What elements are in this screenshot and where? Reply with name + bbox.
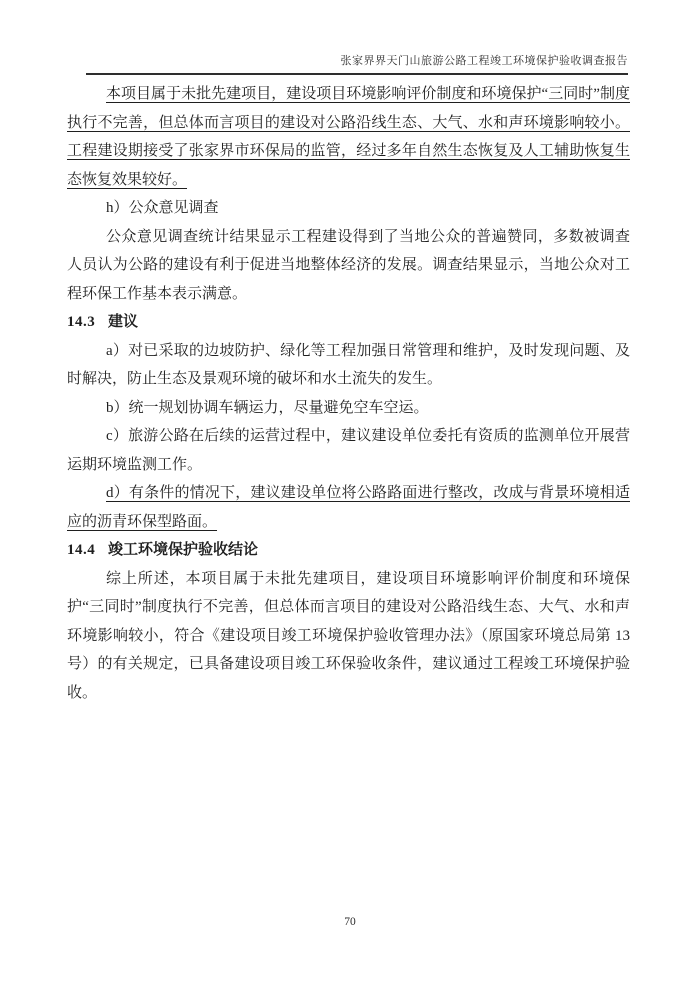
section-title: 建议 — [108, 314, 139, 330]
paragraph-public-survey: 公众意见调查统计结果显示工程建设得到了当地公众的普遍赞同，多数被调查人员认为公路的建设有利于促进当地整体经济的发展。调查结果显示，当地公众对工程环保工作基本表示满意。 — [67, 228, 630, 302]
page-header — [86, 52, 628, 75]
section-number: 14.3 — [67, 314, 96, 330]
list-item-c: c）旅游公路在后续的运营过程中，建议建设单位委托有资质的监测单位开展营运期环境监测工作。 — [67, 428, 630, 473]
section-number: 14.4 — [67, 542, 96, 558]
list-item-h: h）公众意见调查 — [106, 200, 219, 216]
paragraph-project-status: 本项目属于未批先建项目，建设项目环境影响评价制度和环境保护“三同时”制度执行不完善，但总体而言项目的建设对公路沿线生态、大气、水和声环境影响较小。工程建设期接受了张家界市环保局的监管，经过多年自然生态恢复及人工辅助恢复生态恢复效果较好。 — [67, 86, 630, 188]
header-title: 张家界界天门山旅游公路工程竣工环境保护验收调查报告 — [340, 55, 628, 67]
page-content — [67, 80, 630, 707]
list-item-a: a）对已采取的边坡防护、绿化等工程加强日常管理和维护，及时发现问题、及时解决，防止生态及景观环境的破坏和水土流失的发生。 — [67, 342, 630, 387]
list-item-d: d）有条件的情况下，建议建设单位将公路路面进行整改，改成与背景环境相适应的沥青环保型路面。 — [67, 485, 630, 530]
section-title: 竣工环境保护验收结论 — [108, 542, 259, 558]
section-heading-14-3 — [67, 308, 630, 337]
paragraph-conclusion: 综上所述，本项目属于未批先建项目，建设项目环境影响评价制度和环境保护“三同时”制度执行不完善，但总体而言项目的建设对公路沿线生态、大气、水和声环境影响较小，符合《建设项目竣工环境保护验收管理办法》（原国家环境总局第 13 号）的有关规定，已具备建设项目竣工环保验收条件，建议通过工程竣工环境保护验收。 — [67, 570, 630, 701]
page-footer — [0, 916, 700, 928]
section-heading-14-4 — [67, 536, 630, 565]
list-item-b: b）统一规划协调车辆运力，尽量避免空车空运。 — [106, 399, 429, 416]
page-number: 70 — [344, 916, 356, 928]
